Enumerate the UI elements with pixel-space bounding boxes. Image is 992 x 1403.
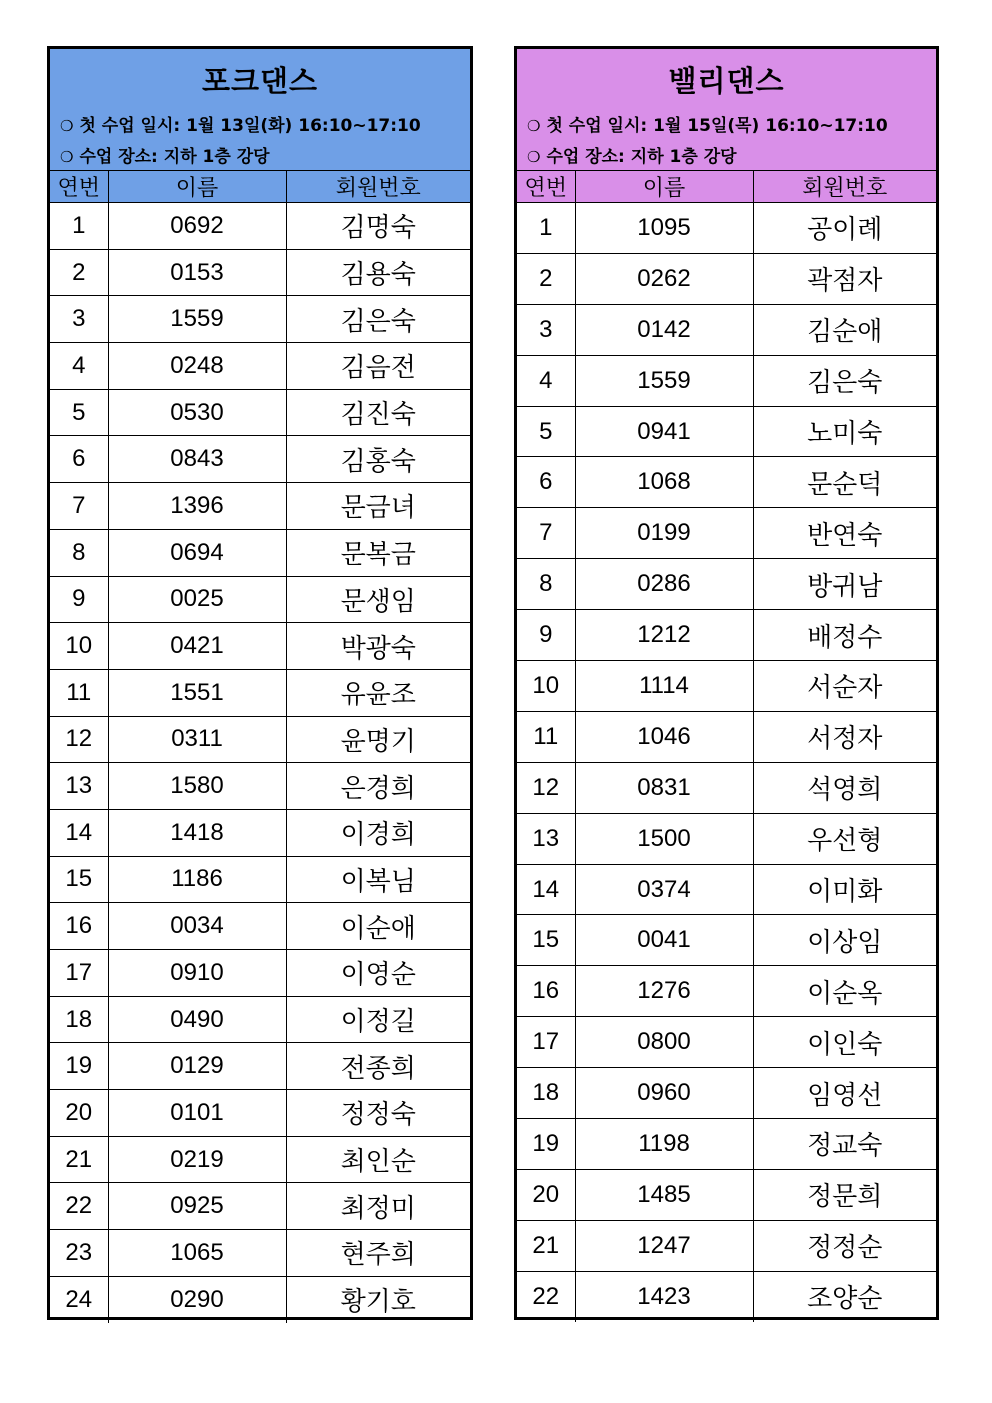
row-name-code: 1114 <box>575 661 753 712</box>
row-name-code: 0800 <box>575 1017 753 1068</box>
row-name-code: 1198 <box>575 1119 753 1170</box>
row-member-name: 이순애 <box>286 903 470 950</box>
row-number: 8 <box>517 559 575 610</box>
row-member-name: 박광숙 <box>286 623 470 670</box>
col-header-member-no: 회원번호 <box>753 171 936 203</box>
row-member-name: 황기호 <box>286 1276 470 1322</box>
row-number: 17 <box>50 950 108 997</box>
row-number: 16 <box>517 966 575 1017</box>
bullet-icon: ❍ <box>527 148 541 166</box>
row-member-name: 임영선 <box>753 1068 936 1119</box>
row-number: 6 <box>50 436 108 483</box>
row-number: 13 <box>517 813 575 864</box>
row-member-name: 정문희 <box>753 1169 936 1220</box>
row-number: 7 <box>517 508 575 559</box>
row-number: 9 <box>50 576 108 623</box>
table-row <box>517 304 936 355</box>
row-number: 1 <box>50 203 108 250</box>
row-member-name: 반연숙 <box>753 508 936 559</box>
belly-location-text: 수업 장소: 지하 1층 강당 <box>546 147 737 167</box>
table-row <box>517 406 936 457</box>
row-name-code: 0692 <box>108 203 286 250</box>
row-member-name: 은경희 <box>286 763 470 810</box>
table-row <box>50 903 470 950</box>
row-member-name: 이상임 <box>753 915 936 966</box>
row-member-name: 이인숙 <box>753 1017 936 1068</box>
row-number: 18 <box>517 1068 575 1119</box>
row-name-code: 0034 <box>108 903 286 950</box>
table-row <box>517 355 936 406</box>
row-name-code: 1500 <box>575 813 753 864</box>
col-header-name: 이름 <box>575 171 753 203</box>
row-number: 15 <box>50 856 108 903</box>
row-name-code: 0262 <box>575 253 753 304</box>
row-member-name: 정정순 <box>753 1220 936 1271</box>
table-row <box>517 253 936 304</box>
col-header-member-no: 회원번호 <box>286 171 470 203</box>
row-name-code: 1046 <box>575 711 753 762</box>
folk-first-class-info <box>60 111 421 136</box>
table-row <box>517 203 936 254</box>
table-row <box>50 1183 470 1230</box>
row-member-name: 김용숙 <box>286 249 470 296</box>
table-row <box>517 813 936 864</box>
row-name-code: 0374 <box>575 864 753 915</box>
row-member-name: 김명숙 <box>286 203 470 250</box>
col-header-name: 이름 <box>108 171 286 203</box>
table-row <box>50 343 470 390</box>
row-member-name: 전종희 <box>286 1043 470 1090</box>
bullet-icon: ❍ <box>527 117 541 135</box>
row-number: 11 <box>50 669 108 716</box>
row-number: 19 <box>517 1119 575 1170</box>
row-name-code: 0530 <box>108 389 286 436</box>
row-member-name: 서순자 <box>753 661 936 712</box>
row-member-name: 이미화 <box>753 864 936 915</box>
row-member-name: 이순옥 <box>753 966 936 1017</box>
row-member-name: 정교숙 <box>753 1119 936 1170</box>
row-name-code: 1551 <box>108 669 286 716</box>
table-row <box>517 610 936 661</box>
folk-dance-panel <box>47 46 473 1320</box>
table-row <box>50 950 470 997</box>
row-number: 5 <box>50 389 108 436</box>
row-name-code: 0199 <box>575 508 753 559</box>
table-header-row <box>517 171 936 203</box>
row-number: 23 <box>50 1230 108 1277</box>
row-number: 20 <box>517 1169 575 1220</box>
bullet-icon: ❍ <box>60 117 74 135</box>
belly-dance-header <box>517 49 936 171</box>
row-member-name: 조양순 <box>753 1271 936 1321</box>
row-number: 21 <box>50 1136 108 1183</box>
row-name-code: 1276 <box>575 966 753 1017</box>
table-row <box>517 1119 936 1170</box>
table-row <box>517 661 936 712</box>
row-name-code: 1559 <box>575 355 753 406</box>
row-name-code: 0129 <box>108 1043 286 1090</box>
row-number: 1 <box>517 203 575 254</box>
row-name-code: 1580 <box>108 763 286 810</box>
row-name-code: 0831 <box>575 762 753 813</box>
row-name-code: 0101 <box>108 1090 286 1137</box>
row-name-code: 1396 <box>108 483 286 530</box>
table-row <box>50 1043 470 1090</box>
row-number: 10 <box>50 623 108 670</box>
row-name-code: 0025 <box>108 576 286 623</box>
bullet-icon: ❍ <box>60 148 74 166</box>
row-name-code: 1559 <box>108 296 286 343</box>
row-name-code: 0311 <box>108 716 286 763</box>
row-number: 20 <box>50 1090 108 1137</box>
row-member-name: 유윤조 <box>286 669 470 716</box>
table-row <box>517 711 936 762</box>
folk-location-text: 수업 장소: 지하 1층 강당 <box>79 147 270 167</box>
table-row <box>50 669 470 716</box>
table-row <box>50 436 470 483</box>
table-row <box>50 716 470 763</box>
table-row <box>517 762 936 813</box>
folk-location-info <box>60 142 270 167</box>
row-number: 11 <box>517 711 575 762</box>
row-number: 22 <box>517 1271 575 1321</box>
row-name-code: 0843 <box>108 436 286 483</box>
row-member-name: 최정미 <box>286 1183 470 1230</box>
row-member-name: 현주희 <box>286 1230 470 1277</box>
row-member-name: 이복님 <box>286 856 470 903</box>
belly-first-class-info <box>527 111 888 136</box>
row-number: 12 <box>517 762 575 813</box>
row-name-code: 0290 <box>108 1276 286 1322</box>
row-name-code: 0041 <box>575 915 753 966</box>
row-member-name: 김은숙 <box>753 355 936 406</box>
row-member-name: 문금녀 <box>286 483 470 530</box>
row-name-code: 0910 <box>108 950 286 997</box>
folk-dance-title: 포크댄스 <box>201 64 319 98</box>
col-header-no: 연번 <box>50 171 108 203</box>
row-member-name: 이정길 <box>286 996 470 1043</box>
table-row <box>517 1271 936 1321</box>
table-header-row <box>50 171 470 203</box>
row-member-name: 석영희 <box>753 762 936 813</box>
row-member-name: 곽점자 <box>753 253 936 304</box>
row-number: 19 <box>50 1043 108 1090</box>
row-number: 3 <box>517 304 575 355</box>
row-number: 6 <box>517 457 575 508</box>
table-row <box>50 483 470 530</box>
row-name-code: 0153 <box>108 249 286 296</box>
row-member-name: 문생임 <box>286 576 470 623</box>
row-number: 2 <box>50 249 108 296</box>
table-row <box>50 809 470 856</box>
table-row <box>517 508 936 559</box>
row-member-name: 우선형 <box>753 813 936 864</box>
row-name-code: 0142 <box>575 304 753 355</box>
row-number: 12 <box>50 716 108 763</box>
row-number: 4 <box>517 355 575 406</box>
table-row <box>50 249 470 296</box>
row-name-code: 1068 <box>575 457 753 508</box>
table-row <box>50 763 470 810</box>
table-row <box>50 296 470 343</box>
row-member-name: 문순덕 <box>753 457 936 508</box>
row-member-name: 김진숙 <box>286 389 470 436</box>
folk-member-table <box>50 171 470 1323</box>
row-number: 8 <box>50 529 108 576</box>
row-name-code: 0421 <box>108 623 286 670</box>
row-number: 15 <box>517 915 575 966</box>
row-name-code: 0960 <box>575 1068 753 1119</box>
belly-member-table <box>517 171 936 1322</box>
row-name-code: 1247 <box>575 1220 753 1271</box>
row-name-code: 1065 <box>108 1230 286 1277</box>
table-row <box>517 1017 936 1068</box>
belly-dance-title: 밸리댄스 <box>668 64 785 98</box>
row-member-name: 문복금 <box>286 529 470 576</box>
table-row <box>517 1169 936 1220</box>
row-number: 9 <box>517 610 575 661</box>
row-name-code: 0490 <box>108 996 286 1043</box>
row-number: 3 <box>50 296 108 343</box>
row-name-code: 1485 <box>575 1169 753 1220</box>
folk-first-class-text: 첫 수업 일시: 1월 13일(화) 16:10~17:10 <box>79 116 421 136</box>
table-row <box>517 559 936 610</box>
row-member-name: 최인순 <box>286 1136 470 1183</box>
row-name-code: 1095 <box>575 203 753 254</box>
row-number: 5 <box>517 406 575 457</box>
row-member-name: 이영순 <box>286 950 470 997</box>
row-member-name: 서정자 <box>753 711 936 762</box>
table-row <box>517 864 936 915</box>
table-row <box>50 996 470 1043</box>
row-member-name: 김음전 <box>286 343 470 390</box>
row-member-name: 공이례 <box>753 203 936 254</box>
row-member-name: 김홍숙 <box>286 436 470 483</box>
table-row <box>517 457 936 508</box>
table-row <box>50 1230 470 1277</box>
table-row <box>50 623 470 670</box>
row-number: 17 <box>517 1017 575 1068</box>
row-number: 10 <box>517 661 575 712</box>
row-number: 14 <box>517 864 575 915</box>
row-member-name: 배정수 <box>753 610 936 661</box>
row-member-name: 방귀남 <box>753 559 936 610</box>
table-row <box>50 1276 470 1322</box>
table-row <box>50 203 470 250</box>
col-header-no: 연번 <box>517 171 575 203</box>
row-name-code: 0941 <box>575 406 753 457</box>
table-row <box>50 1136 470 1183</box>
table-row <box>50 576 470 623</box>
row-name-code: 0286 <box>575 559 753 610</box>
belly-dance-panel <box>514 46 939 1320</box>
row-name-code: 0219 <box>108 1136 286 1183</box>
row-number: 2 <box>517 253 575 304</box>
table-row <box>517 1068 936 1119</box>
row-name-code: 0694 <box>108 529 286 576</box>
row-member-name: 김은숙 <box>286 296 470 343</box>
row-member-name: 윤명기 <box>286 716 470 763</box>
row-number: 4 <box>50 343 108 390</box>
table-row <box>50 856 470 903</box>
row-name-code: 0248 <box>108 343 286 390</box>
row-number: 7 <box>50 483 108 530</box>
belly-table-body <box>517 203 936 1322</box>
row-number: 24 <box>50 1276 108 1322</box>
table-row <box>517 915 936 966</box>
belly-location-info <box>527 142 737 167</box>
row-name-code: 1212 <box>575 610 753 661</box>
row-number: 14 <box>50 809 108 856</box>
table-row <box>50 1090 470 1137</box>
row-name-code: 1186 <box>108 856 286 903</box>
table-row <box>517 1220 936 1271</box>
row-number: 22 <box>50 1183 108 1230</box>
row-member-name: 노미숙 <box>753 406 936 457</box>
table-row <box>50 529 470 576</box>
row-name-code: 0925 <box>108 1183 286 1230</box>
row-number: 18 <box>50 996 108 1043</box>
row-member-name: 이경희 <box>286 809 470 856</box>
folk-dance-header <box>50 49 470 171</box>
belly-first-class-text: 첫 수업 일시: 1월 15일(목) 16:10~17:10 <box>546 116 888 136</box>
row-number: 21 <box>517 1220 575 1271</box>
folk-table-body <box>50 203 470 1323</box>
row-number: 16 <box>50 903 108 950</box>
table-row <box>517 966 936 1017</box>
row-number: 13 <box>50 763 108 810</box>
row-member-name: 김순애 <box>753 304 936 355</box>
table-row <box>50 389 470 436</box>
row-name-code: 1418 <box>108 809 286 856</box>
row-name-code: 1423 <box>575 1271 753 1321</box>
row-member-name: 정정숙 <box>286 1090 470 1137</box>
